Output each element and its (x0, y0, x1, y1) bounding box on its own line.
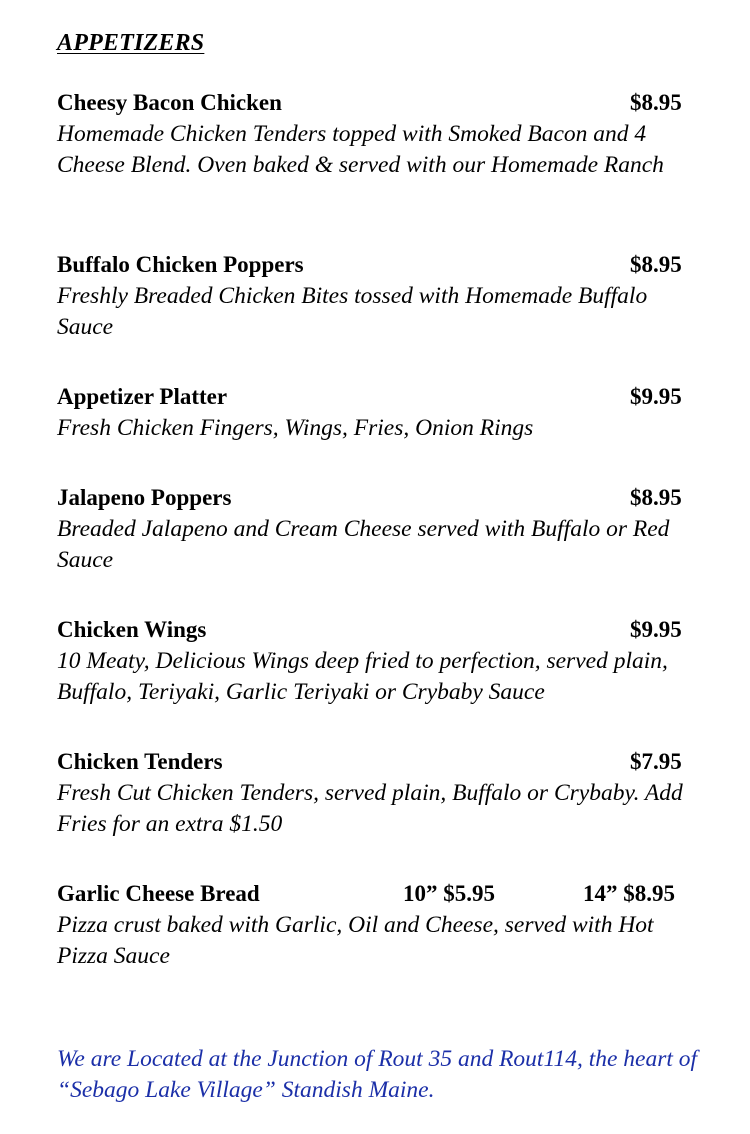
location-footer: We are Located at the Junction of Rout 35 and Rout114, the heart of “Sebago Lake Village” Standish Maine. (57, 1046, 698, 1103)
menu-item-name: Appetizer Platter (57, 384, 228, 409)
menu-item-price: $8.95 (630, 485, 682, 510)
menu-item-header (57, 615, 707, 645)
menu-item-description: Homemade Chicken Tenders topped with Smoked Bacon and 4 Cheese Blend. Oven baked & served with our Homemade Ranch (57, 121, 664, 178)
menu-item-name: Cheesy Bacon Chicken (57, 90, 282, 115)
menu-item (57, 250, 707, 343)
menu-item (57, 615, 707, 708)
menu-item (57, 382, 707, 444)
menu-item-header (57, 382, 707, 412)
menu-item-header (57, 88, 707, 118)
menu-item-description: Fresh Chicken Fingers, Wings, Fries, Onion Rings (57, 415, 534, 441)
menu-item-price: $8.95 (630, 252, 682, 277)
menu-item-name: Chicken Wings (57, 617, 207, 642)
menu-item-price: $9.95 (630, 617, 682, 642)
section-heading: APPETIZERS (57, 30, 205, 56)
menu-item-description: Fresh Cut Chicken Tenders, served plain, Buffalo or Crybaby. Add Fries for an extra $1.50 (57, 780, 683, 837)
menu-item-name: Chicken Tenders (57, 749, 223, 774)
menu-item-header (57, 250, 707, 280)
menu-item (57, 483, 707, 576)
menu-item-description: Freshly Breaded Chicken Bites tossed with Homemade Buffalo Sauce (57, 283, 648, 340)
menu-item-price: $8.95 (630, 90, 682, 115)
menu-item-price: $7.95 (630, 749, 682, 774)
menu-item-header (57, 483, 707, 513)
menu-item (57, 879, 707, 972)
menu-item-description: 10 Meaty, Delicious Wings deep fried to perfection, served plain, Buffalo, Teriyaki, Garlic Teriyaki or Crybaby Sauce (57, 648, 668, 705)
menu-item-description: Pizza crust baked with Garlic, Oil and Cheese, served with Hot Pizza Sauce (57, 912, 654, 969)
menu-item-price-10-inch: 10” $5.95 (403, 881, 495, 906)
menu-item-header (57, 879, 707, 909)
menu-item-price-14-inch: 14” $8.95 (583, 881, 675, 906)
menu-item-name: Buffalo Chicken Poppers (57, 252, 304, 277)
menu-item-name: Garlic Cheese Bread (57, 881, 260, 906)
menu-item-price: $9.95 (630, 384, 682, 409)
menu-item (57, 88, 707, 181)
menu-item-name: Jalapeno Poppers (57, 485, 232, 510)
menu-item-description: Breaded Jalapeno and Cream Cheese served with Buffalo or Red Sauce (57, 516, 670, 573)
menu-item (57, 747, 707, 840)
menu-item-header (57, 747, 707, 777)
